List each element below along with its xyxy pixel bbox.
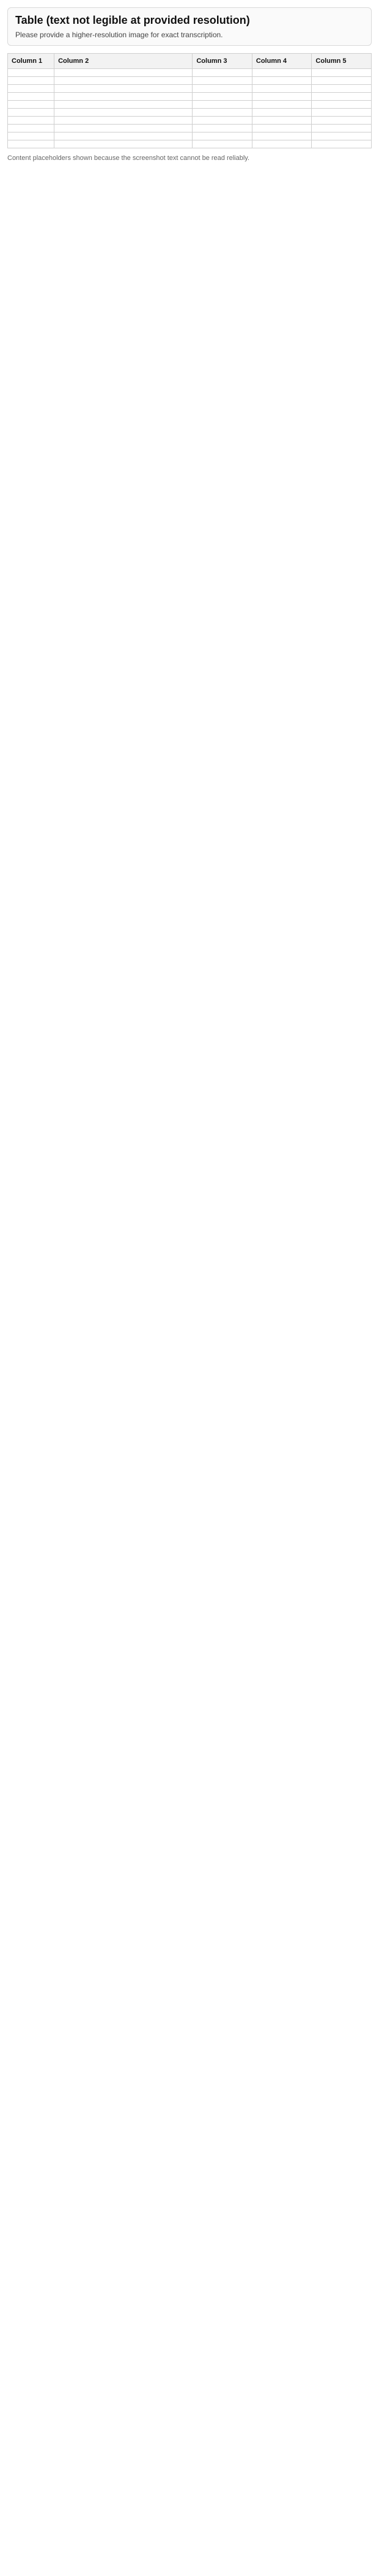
table-header-cell: Column 4 [252,54,312,69]
table-cell [193,117,252,125]
table-cell [54,93,193,101]
table-header-cell: Column 3 [193,54,252,69]
table-cell [252,109,312,117]
table-row [8,117,372,125]
table-cell [252,117,312,125]
table-cell [193,109,252,117]
page-subtitle: Please provide a higher-resolution image for exact transcription. [15,31,223,39]
table-cell [8,77,54,85]
table-cell [312,93,372,101]
table-cell [252,125,312,132]
table-cell [252,140,312,148]
table-cell [193,140,252,148]
table-row [8,101,372,109]
table-cell [252,77,312,85]
footer-note: Content placeholders shown because the screenshot text cannot be read reliably. [7,154,250,162]
table-cell [312,69,372,77]
page-title: Table (text not legible at provided resolution) [15,14,250,26]
table-cell [312,125,372,132]
table-row [8,85,372,93]
table-head [8,54,372,69]
table-cell [193,77,252,85]
table-cell [252,69,312,77]
table-cell [312,109,372,117]
table-cell [54,69,193,77]
table-cell [54,77,193,85]
table-header-cell: Column 5 [312,54,372,69]
table-header-cell: Column 1 [8,54,54,69]
table-row [8,69,372,77]
table-cell [54,117,193,125]
table-cell [54,85,193,93]
table-cell [8,85,54,93]
table-cell [193,125,252,132]
table-row [8,93,372,101]
table-cell [54,140,193,148]
table-cell [193,69,252,77]
table-cell [8,125,54,132]
table-cell [8,101,54,109]
table-cell [312,77,372,85]
table-cell [8,132,54,140]
table-cell [8,69,54,77]
table-cell [252,93,312,101]
table-row [8,125,372,132]
table-cell [252,132,312,140]
data-table [7,53,372,148]
page-header [7,7,372,46]
table-cell [8,117,54,125]
table-cell [312,140,372,148]
table-cell [54,109,193,117]
table-cell [54,125,193,132]
table-cell [312,117,372,125]
table-cell [8,109,54,117]
table-row [8,109,372,117]
table-cell [312,85,372,93]
table-cell [252,101,312,109]
table-row [8,77,372,85]
table-cell [193,132,252,140]
table-header-cell: Column 2 [54,54,193,69]
table-cell [193,101,252,109]
table-cell [54,132,193,140]
table-cell [193,93,252,101]
table-cell [312,132,372,140]
table-row [8,132,372,140]
table-cell [8,93,54,101]
table-body [8,69,372,148]
table-row [8,140,372,148]
table-cell [252,85,312,93]
table-cell [8,140,54,148]
table-cell [54,101,193,109]
table-cell [312,101,372,109]
table-header-row [8,54,372,69]
table-cell [193,85,252,93]
